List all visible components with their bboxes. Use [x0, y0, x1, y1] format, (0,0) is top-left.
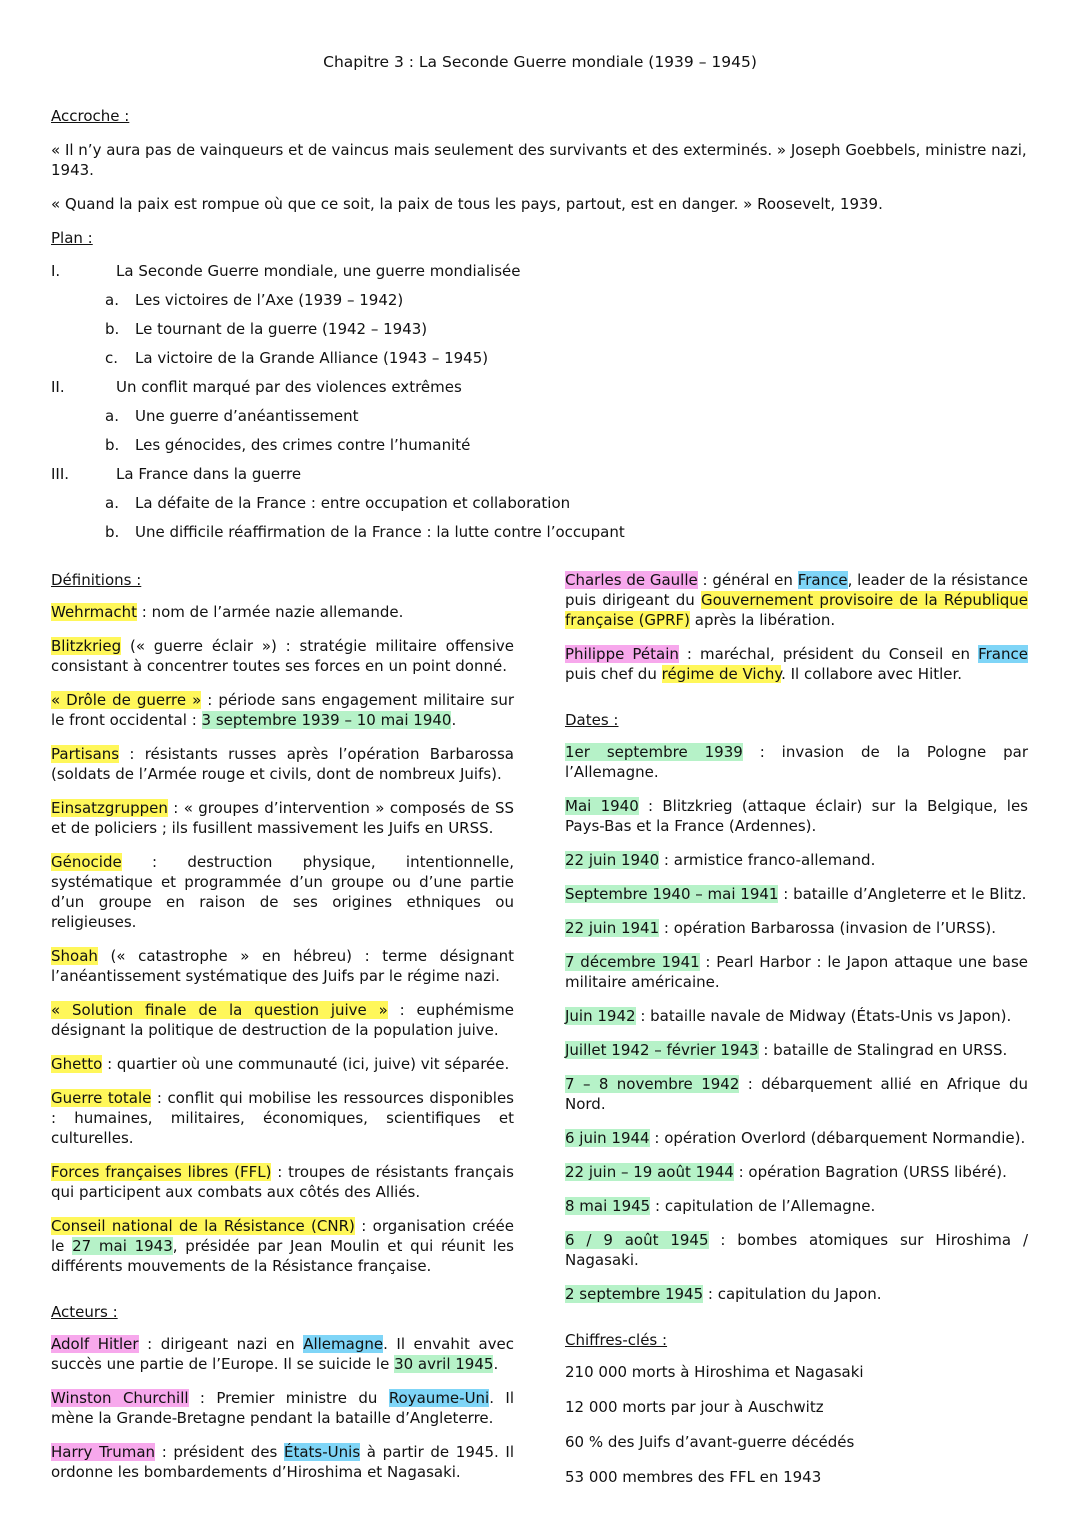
definition-term: « Solution finale de la question juive » — [51, 1001, 388, 1019]
actor-petain — [565, 644, 1028, 684]
definition-text-end: , présidée par Jean Moulin et qui réunit les différents mouvements de la Résistance française. — [51, 1237, 514, 1275]
accroche-heading: Accroche : — [51, 107, 130, 125]
actor-text: après la libération. — [690, 611, 836, 629]
actor-text: à partir de 1945. Il ordonne les bombardements d’Hiroshima et Nagasaki. — [51, 1443, 514, 1481]
date-label: 22 juin 1940 — [565, 851, 660, 869]
actor-text: . Il envahit avec succès une partie de l’Europe. Il se suicide le — [51, 1335, 514, 1373]
dates-heading: Dates : — [565, 711, 619, 729]
plan-text: La France dans la guerre — [116, 465, 302, 483]
definition-date: 27 mai 1943 — [72, 1237, 173, 1255]
definition-item — [51, 744, 514, 784]
definition-item — [51, 690, 514, 730]
plan-text: Le tournant de la guerre (1942 – 1943) — [135, 320, 428, 338]
definition-text: : quartier où une communauté (ici, juive) vit séparée. — [102, 1055, 510, 1073]
definition-text: : période sans engagement militaire sur le front occidental : — [51, 691, 514, 729]
definition-item — [51, 1162, 514, 1202]
plan-number: II. — [51, 378, 65, 396]
date-item — [565, 796, 1028, 836]
definition-term: Ghetto — [51, 1055, 103, 1073]
definition-text: : organisation créée le — [51, 1217, 514, 1255]
definition-text-end: . — [451, 711, 457, 729]
date-text: : invasion de la Pologne par l’Allemagne. — [565, 743, 1028, 781]
date-label: 22 juin 1941 — [565, 919, 660, 937]
actor-text: : Premier ministre du — [188, 1389, 389, 1407]
actor-text: . — [493, 1355, 499, 1373]
actor-text: . Il collabore avec Hitler. — [781, 665, 963, 683]
plan-letter: a. — [105, 407, 119, 425]
actor-hitler — [51, 1334, 514, 1374]
actor-text: , leader de la résistance puis dirigeant du — [565, 571, 1029, 609]
actor-country: Allemagne — [303, 1335, 384, 1353]
plan-number: I. — [51, 262, 61, 280]
definitions-heading: Définitions : — [51, 571, 142, 589]
actor-country: France — [978, 645, 1028, 663]
date-item — [565, 850, 1028, 870]
date-label: 7 – 8 novembre 1942 — [565, 1075, 740, 1093]
key-figure: 12 000 morts par jour à Auschwitz — [565, 1398, 824, 1416]
plan-letter: b. — [105, 523, 120, 541]
definition-term: Blitzkrieg — [51, 637, 122, 655]
actor-churchill — [51, 1388, 514, 1428]
plan-number: III. — [51, 465, 70, 483]
plan-text: Une guerre d’anéantissement — [135, 407, 359, 425]
definition-text: : nom de l’armée nazie allemande. — [137, 603, 404, 621]
definition-text: : euphémisme désignant la politique de destruction de la population juive. — [51, 1001, 514, 1039]
plan-heading: Plan : — [51, 229, 93, 247]
definition-text: : résistants russes après l’opération Barbarossa (soldats de l’Armée rouge et civils, dont de nombreux Juifs). — [51, 745, 514, 783]
definition-item — [51, 1000, 514, 1040]
date-label: Septembre 1940 – mai 1941 — [565, 885, 779, 903]
definition-text: (« catastrophe » en hébreu) : terme désignant l’anéantissement systématique des Juifs par le régime nazi. — [51, 947, 514, 985]
definition-term: Einsatzgruppen — [51, 799, 168, 817]
right-column — [565, 570, 1028, 1502]
definition-item — [51, 852, 514, 932]
plan-letter: c. — [105, 349, 119, 367]
actor-regime: régime de Vichy — [661, 665, 782, 683]
date-item — [565, 884, 1028, 904]
definition-term: Forces françaises libres (FFL) — [51, 1163, 272, 1181]
actor-text: . Il mène la Grande-Bretagne pendant la bataille d’Angleterre. — [51, 1389, 514, 1427]
chiffres-heading: Chiffres-clés : — [565, 1331, 668, 1349]
plan-text: Un conflit marqué par des violences extrêmes — [116, 378, 462, 396]
actor-text: : général en — [697, 571, 798, 589]
definition-text: : conflit qui mobilise les ressources disponibles : humaines, militaires, économiques, scientifiques et culturelles. — [51, 1089, 514, 1147]
date-item — [565, 1284, 1028, 1304]
date-label: 1er septembre 1939 — [565, 743, 743, 761]
date-item — [565, 1230, 1028, 1270]
definition-term: Shoah — [51, 947, 98, 965]
actor-text: : maréchal, président du Conseil en — [678, 645, 979, 663]
plan-letter: b. — [105, 436, 120, 454]
actor-name: Adolf Hitler — [51, 1335, 139, 1353]
date-label: 6 / 9 août 1945 — [565, 1231, 709, 1249]
definition-text: (« guerre éclair ») : stratégie militaire offensive consistant à concentrer toutes ses forces en un point donné. — [51, 637, 514, 675]
date-label: 6 juin 1944 — [565, 1129, 650, 1147]
date-item — [565, 1162, 1028, 1182]
date-text: : bombes atomiques sur Hiroshima / Nagasaki. — [565, 1231, 1028, 1269]
actor-text: puis chef du — [565, 665, 662, 683]
date-item — [565, 1040, 1028, 1060]
date-text: : bataille de Stalingrad en URSS. — [758, 1041, 1008, 1059]
page-title: Chapitre 3 : La Seconde Guerre mondiale (1939 – 1945) — [323, 53, 757, 71]
definition-term: Guerre totale — [51, 1089, 152, 1107]
plan-text: Les génocides, des crimes contre l’humanité — [135, 436, 471, 454]
actor-country: Royaume-Uni — [388, 1389, 490, 1407]
plan-letter: a. — [105, 494, 119, 512]
definition-term: « Drôle de guerre » — [51, 691, 202, 709]
actor-text: : dirigeant nazi en — [138, 1335, 304, 1353]
definition-term: Conseil national de la Résistance (CNR) — [51, 1217, 355, 1235]
key-figure: 60 % des Juifs d’avant-guerre décédés — [565, 1433, 855, 1451]
date-text: : armistice franco-allemand. — [659, 851, 876, 869]
date-item — [565, 1006, 1028, 1026]
actor-name: Winston Churchill — [51, 1389, 189, 1407]
date-item — [565, 1196, 1028, 1216]
accroche-quotes — [51, 140, 1041, 228]
date-text: : capitulation du Japon. — [703, 1285, 882, 1303]
key-figure: 53 000 membres des FFL en 1943 — [565, 1468, 822, 1486]
definition-item — [51, 1088, 514, 1148]
date-text: : Pearl Harbor : le Japon attaque une base militaire américaine. — [565, 953, 1028, 991]
definition-term: Partisans — [51, 745, 120, 763]
quote-goebbels: « Il n’y aura pas de vainqueurs et de vaincus mais seulement des survivants et des exterminés. » Joseph Goebbels, ministre nazi, 1943. — [51, 141, 1027, 179]
plan-letter: a. — [105, 291, 119, 309]
definition-text: : troupes de résistants français qui participent aux combats aux côtés des Alliés. — [51, 1163, 514, 1201]
plan-text: La Seconde Guerre mondiale, une guerre mondialisée — [116, 262, 521, 280]
date-text: : débarquement allié en Afrique du Nord. — [565, 1075, 1028, 1113]
date-text: : opération Bagration (URSS libéré). — [733, 1163, 1007, 1181]
date-item — [565, 918, 1028, 938]
definition-text: : « groupes d’intervention » composés de SS et de policiers ; ils fusillent massivement les Juifs en URSS. — [51, 799, 514, 837]
date-item — [565, 1074, 1028, 1114]
date-label: 22 juin – 19 août 1944 — [565, 1163, 734, 1181]
date-label: 8 mai 1945 — [565, 1197, 651, 1215]
plan-text: La victoire de la Grande Alliance (1943 – 1945) — [135, 349, 489, 367]
date-label: 7 décembre 1941 — [565, 953, 700, 971]
actor-name: Philippe Pétain — [565, 645, 679, 663]
date-text: : opération Overlord (débarquement Normandie). — [649, 1129, 1026, 1147]
date-text: : Blitzkrieg (attaque éclair) sur la Belgique, les Pays-Bas et la France (Ardennes). — [565, 797, 1028, 835]
definition-item — [51, 636, 514, 676]
actor-truman — [51, 1442, 514, 1482]
definition-term: Génocide — [51, 853, 122, 871]
key-figure: 210 000 morts à Hiroshima et Nagasaki — [565, 1363, 864, 1381]
definition-text: : destruction physique, intentionnelle, systématique et programmée d’un groupe ou d’une partie d’un groupe en raison de ses origines ethniques ou religieuses. — [51, 853, 514, 931]
date-text: : bataille navale de Midway (États-Unis vs Japon). — [635, 1007, 1012, 1025]
definition-item — [51, 946, 514, 986]
plan-text: Une difficile réaffirmation de la France : la lutte contre l’occupant — [135, 523, 625, 541]
plan-text: Les victoires de l’Axe (1939 – 1942) — [135, 291, 404, 309]
definition-item — [51, 1216, 514, 1276]
date-label: Mai 1940 — [565, 797, 639, 815]
date-text: : bataille d’Angleterre et le Blitz. — [778, 885, 1027, 903]
definition-item — [51, 602, 514, 622]
left-column — [51, 570, 514, 1496]
actor-country: France — [797, 571, 848, 589]
date-item — [565, 742, 1028, 782]
plan-text: La défaite de la France : entre occupation et collaboration — [135, 494, 571, 512]
definition-term: Wehrmacht — [51, 603, 138, 621]
date-label: Juillet 1942 – février 1943 — [565, 1041, 759, 1059]
definition-date: 3 septembre 1939 – 10 mai 1940 — [201, 711, 452, 729]
date-label: Juin 1942 — [565, 1007, 636, 1025]
actor-date: 30 avril 1945 — [394, 1355, 494, 1373]
actor-government: Gouvernement provisoire de la République française (GPRF) — [565, 591, 1029, 629]
actor-name: Harry Truman — [51, 1443, 156, 1461]
date-text: : opération Barbarossa (invasion de l’URSS). — [659, 919, 997, 937]
definition-item — [51, 1054, 514, 1074]
date-label: 2 septembre 1945 — [565, 1285, 704, 1303]
quote-roosevelt: « Quand la paix est rompue où que ce soit, la paix de tous les pays, partout, est en danger. » Roosevelt, 1939. — [51, 195, 883, 213]
actor-degaulle — [565, 570, 1028, 630]
actor-text: : président des — [155, 1443, 284, 1461]
actor-country: États-Unis — [284, 1443, 361, 1461]
plan-letter: b. — [105, 320, 120, 338]
date-item — [565, 952, 1028, 992]
definition-item — [51, 798, 514, 838]
date-text: : capitulation de l’Allemagne. — [650, 1197, 876, 1215]
actor-name: Charles de Gaulle — [565, 571, 698, 589]
acteurs-heading: Acteurs : — [51, 1303, 118, 1321]
date-item — [565, 1128, 1028, 1148]
